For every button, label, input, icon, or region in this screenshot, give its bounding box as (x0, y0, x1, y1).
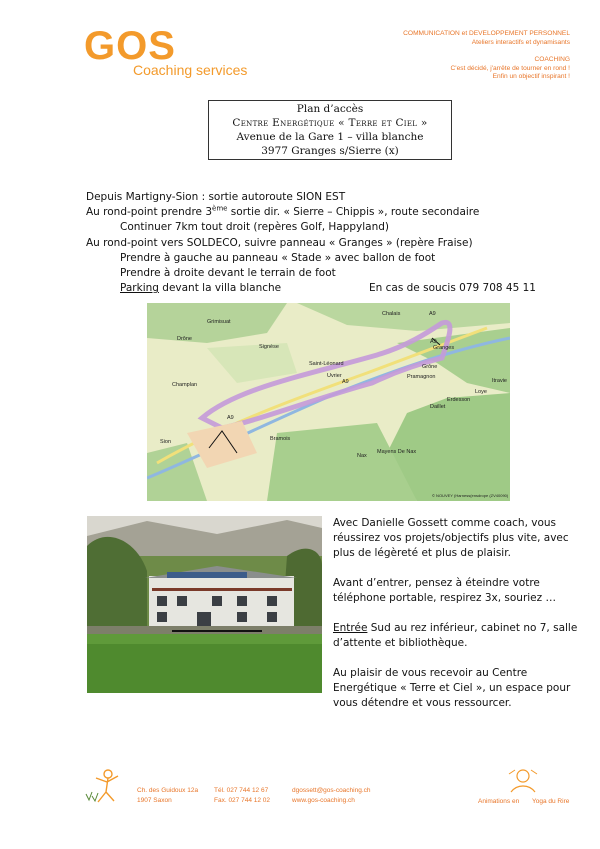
tagline-3: COACHING (534, 56, 570, 64)
address-name: Centre Energétique « Terre et Ciel » (232, 117, 428, 129)
map-label: Nax (357, 453, 367, 459)
header-taglines (403, 30, 570, 82)
direction-line-6: Prendre à droite devant le terrain de foot (120, 267, 336, 280)
map-label: A9 (342, 379, 349, 385)
tagline-4: C'est décidé, j'arrête de tourner en rond ! (450, 64, 570, 72)
footer-address (137, 786, 198, 806)
map-label: Saint-Léonard (309, 361, 344, 367)
map-label: Bramois (270, 436, 291, 442)
direction-line-7: Parking devant la villa blanche En cas de soucis 079 708 45 11 (86, 281, 556, 296)
footer-tel: Tél. 027 744 12 67 (214, 787, 269, 794)
footer-website[interactable]: www.gos-coaching.ch (292, 797, 355, 804)
body-text (333, 516, 578, 726)
direction-line-4: Au rond-point vers SOLDECO, suivre panneau « Granges » (repère Fraise) (86, 236, 473, 249)
paragraph-intro: Avec Danielle Gossett comme coach, vous réussirez vos projets/objectifs plus vite, avec plus de légèreté et plus de plaisir. (333, 517, 569, 559)
tagline-5: Enfin un objectif inspirant ! (492, 73, 570, 81)
map-label: Loye (475, 389, 487, 395)
footer-address-line-1: Ch. des Guidoux 12a (137, 787, 199, 794)
map-label: Signèse (259, 344, 279, 350)
tagline-1: COMMUNICATION et DEVELOPPEMENT PERSONNEL (403, 30, 570, 37)
yoga-logo-icon (503, 766, 543, 796)
access-map (147, 303, 510, 501)
paragraph-welcome: Au plaisir de vous recevoir au Centre Energétique « Terre et Ciel », un espace pour vous détendre et vous ressourcer. (333, 667, 571, 709)
direction-line-2: Au rond-point prendre 3ème sortie dir. « Sierre – Chippis », route secondaire (86, 204, 480, 219)
logo-subtitle: Coaching services (133, 62, 248, 78)
villa-photo (87, 516, 322, 693)
logo-gos: GOS (84, 24, 176, 68)
footer-fax: Fax. 027 744 12 02 (214, 797, 271, 804)
direction-line-1: Depuis Martigny-Sion : sortie autoroute SION EST (86, 191, 346, 203)
map-label: Grône (422, 364, 438, 370)
map-label: A9 (430, 339, 437, 345)
footer-yoga: Yoga du Rire (532, 798, 570, 805)
map-label: Chalais (382, 311, 401, 317)
address-title: Plan d’accès (296, 103, 364, 115)
map-credit: © NOUVEY (Harness(ensdrope (ZV40090) (432, 493, 509, 498)
footer-contacts (292, 786, 371, 806)
address-street: Avenue de la Gare 1 – villa blanche (236, 131, 424, 143)
footer-phones (214, 786, 270, 806)
map-label: Mayens De Nax (377, 449, 417, 455)
map-label: A9 (227, 415, 234, 421)
phone-contact: En cas de soucis 079 708 45 11 (369, 282, 536, 295)
map-label: Pramagnon (407, 374, 436, 380)
map-label: Champlan (172, 382, 198, 388)
map-label: Itravie (492, 378, 507, 384)
directions (86, 190, 556, 296)
map-label: Daillet (430, 404, 446, 410)
footer-animations: Animations en (478, 798, 520, 805)
map-label: Granges (433, 345, 455, 351)
direction-line-3: Continuer 7km tout droit (repères Golf, Happyland) (120, 221, 390, 234)
map-label: Sion (160, 439, 172, 445)
address-city: 3977 Granges s/Sierre (x) (261, 145, 399, 157)
direction-line-5: Prendre à gauche au panneau « Stade » avec ballon de foot (120, 251, 436, 264)
map-label: Uvrier (327, 373, 342, 379)
paragraph-entrance: Entrée Sud au rez inférieur, cabinet no 7, salle d’attente et bibliothèque. (333, 622, 578, 649)
map-label: Drône (177, 336, 192, 342)
paragraph-before-entering: Avant d’entrer, pensez à éteindre votre téléphone portable, respirez 3x, souriez … (333, 577, 556, 604)
footer-address-line-2: 1907 Saxon (137, 797, 172, 804)
map-label: Grimisuat (207, 319, 231, 325)
map-label: A9 (429, 311, 436, 317)
map-label: Erdesson (447, 397, 471, 403)
tagline-2: Ateliers interactifs et dynamisants (471, 38, 570, 46)
dancer-icon (84, 768, 124, 808)
address-box (208, 100, 452, 160)
footer-email[interactable]: dgossett@gos-coaching.ch (292, 787, 371, 794)
